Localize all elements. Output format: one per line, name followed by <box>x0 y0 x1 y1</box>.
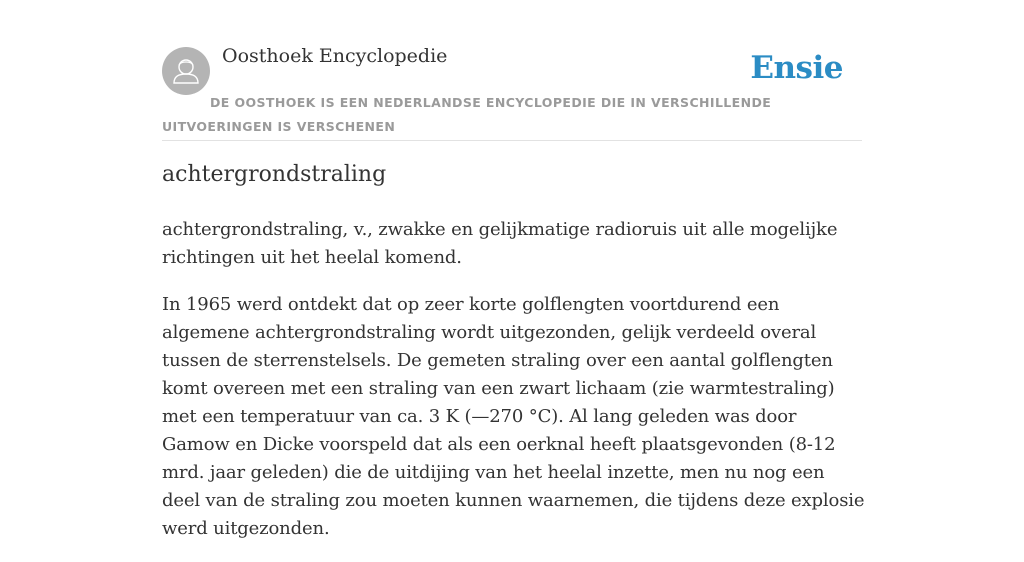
avatar[interactable] <box>162 47 210 95</box>
source-name[interactable]: Oosthoek Encyclopedie <box>222 45 448 67</box>
article-title: achtergrondstraling <box>162 162 387 187</box>
article-paragraph: In 1965 werd ontdekt dat op zeer korte golflengten voortdurend een algemene achtergrondstraling wordt uitgezonden, gelijk verdeeld overal tussen de sterrenstelsels. De gemeten straling over een aantal golflengten komt overeen met een straling van een zwart lichaam (zie warmtestraling) met een temperatuur van ca. 3 K (—270 °C). Al lang geleden was door Gamow en Dicke voorspeld dat als een oerknal heeft plaatsgevonden (8-12 mrd. jaar geleden) die de uitdijing van het heelal inzette, men nu nog een deel van de straling zou moeten kunnen waarnemen, die tijdens deze explosie werd uitgezonden. <box>162 294 865 539</box>
page <box>162 0 865 539</box>
source-header <box>162 0 862 141</box>
ensie-logo[interactable]: Ensie <box>750 50 843 86</box>
article-body <box>162 216 866 562</box>
article-paragraph: achtergrondstraling, v., zwakke en gelijkmatige radioruis uit alle mogelijke richtingen uit het heelal komend. <box>162 219 838 268</box>
user-icon <box>162 47 210 95</box>
source-tagline: DE OOSTHOEK IS EEN NEDERLANDSE ENCYCLOPEDIE DIE IN VERSCHILLENDE UITVOERINGEN IS VERSCHENEN <box>162 95 772 134</box>
